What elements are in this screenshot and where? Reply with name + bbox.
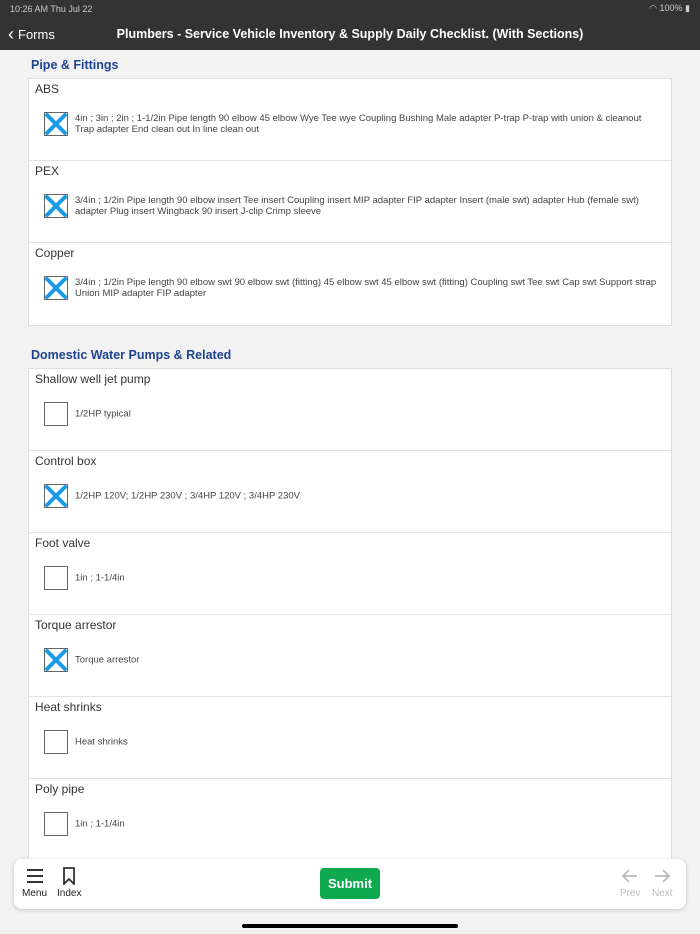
- x-check-icon: [45, 113, 67, 135]
- status-time: 10:26 AM Thu Jul 22: [10, 3, 93, 14]
- item-description: 1in ; 1-1/4in: [75, 572, 125, 584]
- next-button[interactable]: Next: [652, 867, 673, 899]
- x-check-icon: [45, 195, 67, 217]
- item-checkbox[interactable]: [44, 194, 68, 218]
- item-checkbox[interactable]: [44, 648, 68, 672]
- page-title: Plumbers - Service Vehicle Inventory & Supply Daily Checklist. (With Sections): [116, 26, 584, 41]
- item-checkbox[interactable]: [44, 812, 68, 836]
- checklist-item: [29, 615, 671, 697]
- item-description: 1/2HP 120V; 1/2HP 230V ; 3/4HP 120V ; 3/4HP 230V: [75, 490, 300, 502]
- item-title: Control box: [35, 454, 97, 468]
- item-title: ABS: [35, 82, 60, 96]
- item-description: 3/4in ; 1/2in Pipe length 90 elbow swt 90 elbow swt (fitting) 45 elbow swt 45 elbow swt (fitting) Coupling swt Tee swt Cap swt Support strap Union MIP adapter FIP adapter: [75, 277, 657, 299]
- back-button[interactable]: ‹ Forms: [8, 24, 55, 44]
- item-checkbox[interactable]: [44, 276, 68, 300]
- item-description: 1/2HP typical: [75, 408, 131, 420]
- item-title: Heat shrinks: [35, 700, 102, 714]
- submit-button[interactable]: Submit: [320, 868, 380, 899]
- section-card: [28, 368, 672, 862]
- checklist-item: [29, 79, 671, 161]
- checklist-item: [29, 369, 671, 451]
- item-title: Foot valve: [35, 536, 91, 550]
- item-description: 1in ; 1-1/4in: [75, 818, 125, 830]
- item-checkbox[interactable]: [44, 402, 68, 426]
- item-title: Torque arrestor: [35, 618, 117, 632]
- item-description: 3/4in ; 1/2in Pipe length 90 elbow insert Tee insert Coupling insert MIP adapter FIP adapter Insert (male swt) adapter Hub (female swt) adapter Plug insert Wingback 90 insert J-clip Crimp sleeve: [75, 195, 639, 217]
- status-bar: [0, 0, 700, 17]
- checklist-item: [29, 533, 671, 615]
- arrow-left-icon: [620, 867, 640, 885]
- checklist-item: [29, 779, 671, 861]
- section-title: Pipe & Fittings: [31, 58, 119, 72]
- section-title: Domestic Water Pumps & Related: [31, 348, 232, 362]
- x-check-icon: [45, 485, 67, 507]
- x-check-icon: [45, 277, 67, 299]
- bookmark-icon: [59, 867, 79, 885]
- home-indicator: [242, 924, 458, 928]
- item-title: Shallow well jet pump: [35, 372, 151, 386]
- item-checkbox[interactable]: [44, 730, 68, 754]
- item-title: Copper: [35, 246, 75, 260]
- form-content[interactable]: [0, 50, 700, 934]
- checklist-item: [29, 451, 671, 533]
- item-description: Heat shrinks: [75, 736, 128, 748]
- item-checkbox[interactable]: [44, 566, 68, 590]
- section-card: [28, 78, 672, 326]
- menu-icon: [25, 867, 45, 885]
- menu-button[interactable]: Menu: [22, 867, 47, 899]
- status-battery: ◠ 100% ▮: [649, 3, 690, 13]
- item-description: 4in ; 3in ; 2in ; 1-1/2in Pipe length 90 elbow 45 elbow Wye Tee wye Coupling Bushing Male adapter P-trap P-trap with union & cleanout Trap adapter End clean out In line clean out: [75, 113, 642, 135]
- item-title: Poly pipe: [35, 782, 85, 796]
- bottom-toolbar: [14, 859, 686, 909]
- checklist-item: [29, 161, 671, 243]
- chevron-left-icon: ‹: [8, 24, 14, 44]
- item-checkbox[interactable]: [44, 112, 68, 136]
- nav-bar: [0, 17, 700, 50]
- index-button[interactable]: Index: [57, 867, 81, 899]
- arrow-right-icon: [652, 867, 672, 885]
- item-description: Torque arrestor: [75, 654, 140, 666]
- item-title: PEX: [35, 164, 60, 178]
- checklist-item: [29, 243, 671, 325]
- item-checkbox[interactable]: [44, 484, 68, 508]
- prev-button[interactable]: Prev: [620, 867, 641, 899]
- x-check-icon: [45, 649, 67, 671]
- checklist-item: [29, 697, 671, 779]
